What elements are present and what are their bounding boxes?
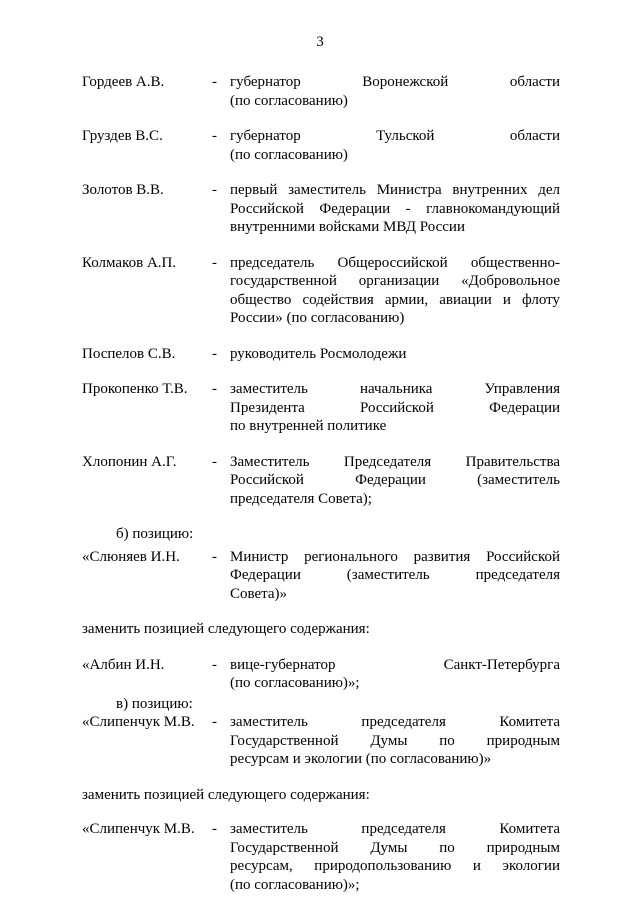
- subsection-heading-b: б) позицию:: [116, 526, 194, 542]
- position-description: [230, 380, 560, 436]
- description-line: заместитель председателя Комитета: [230, 714, 560, 730]
- subsection-heading-c: в) позицию:: [116, 695, 193, 712]
- position-description: [230, 820, 560, 894]
- description-line: заместитель председателя Комитета: [230, 821, 560, 837]
- description-line: ресурсам и экологии (по согласованию)»: [230, 751, 492, 767]
- dash-separator: -: [212, 74, 217, 90]
- description-line: ресурсам, природопользованию и экологии: [230, 858, 560, 874]
- description-line: председатель Общероссийской общественно-: [230, 254, 560, 271]
- list-item: [82, 345, 560, 364]
- list-item: [82, 713, 560, 769]
- description-line: Федерации (заместитель председателя: [230, 567, 560, 583]
- description-line: (по согласованию): [230, 146, 348, 163]
- description-line: России» (по согласованию): [230, 310, 405, 326]
- document-body: [82, 73, 560, 911]
- person-name: «Слюняев И.Н.: [82, 548, 180, 565]
- person-name: «Слипенчук М.В.: [82, 821, 195, 837]
- person-name: Хлопонин А.Г.: [82, 453, 177, 470]
- description-line: (по согласованию): [230, 92, 348, 109]
- dash-separator: -: [212, 182, 217, 198]
- person-name: Золотов В.В.: [82, 182, 164, 198]
- person-name: Поспелов С.В.: [82, 345, 176, 362]
- description-line: губернатор Воронежской области: [230, 74, 560, 90]
- dash-separator: -: [212, 714, 217, 730]
- description-line: Заместитель Председателя Правительства: [230, 453, 560, 470]
- list-item: [82, 181, 560, 237]
- position-description: [230, 656, 560, 693]
- list-item: [82, 548, 560, 604]
- dash-separator: -: [212, 381, 217, 397]
- description-line: государственной организации «Добровольное: [230, 273, 560, 289]
- description-line: губернатор Тульской области: [230, 128, 560, 144]
- list-item: [82, 127, 560, 164]
- description-line: Российской Федерации - главнокомандующий: [230, 200, 560, 217]
- replacement-instruction: заменить позицией следующего содержания:: [82, 621, 370, 637]
- list-item: [82, 453, 560, 509]
- position-description: [230, 73, 560, 110]
- description-line: Президента Российской Федерации: [230, 399, 560, 416]
- dash-separator: -: [212, 345, 217, 362]
- description-line: Совета)»: [230, 585, 288, 602]
- position-description: [230, 713, 560, 769]
- list-item: [82, 380, 560, 436]
- page-number: 3: [316, 34, 324, 50]
- description-line: общество содействия армии, авиации и флоту: [230, 291, 560, 308]
- description-line: заместитель начальника Управления: [230, 381, 560, 397]
- dash-separator: -: [212, 656, 217, 673]
- description-line: по внутренней политике: [230, 418, 387, 434]
- person-name: «Албин И.Н.: [82, 656, 165, 673]
- position-description: [230, 254, 560, 328]
- dash-separator: -: [212, 128, 217, 144]
- person-name: «Слипенчук М.В.: [82, 714, 195, 730]
- replacement-instruction: заменить позицией следующего содержания:: [82, 786, 370, 803]
- dash-separator: -: [212, 453, 217, 470]
- dash-separator: -: [212, 821, 217, 837]
- dash-separator: -: [212, 548, 217, 565]
- description-line: Государственной Думы по природным: [230, 839, 560, 856]
- description-line: первый заместитель Министра внутренних дел: [230, 182, 560, 198]
- person-name: Груздев В.С.: [82, 128, 163, 144]
- position-description: [230, 127, 560, 164]
- list-item: [82, 254, 560, 328]
- description-line: (по согласованию)»;: [230, 876, 360, 893]
- position-description: [230, 181, 560, 237]
- position-description: [230, 453, 560, 509]
- position-description: [230, 548, 560, 604]
- description-line: (по согласованию)»;: [230, 675, 360, 691]
- position-description: [230, 345, 560, 364]
- dash-separator: -: [212, 254, 217, 271]
- person-name: Колмаков А.П.: [82, 254, 177, 271]
- description-line: Министр регионального развития Российской: [230, 548, 560, 565]
- list-item: [82, 656, 560, 693]
- description-line: вице-губернатор Санкт-Петербурга: [230, 656, 560, 673]
- list-item: [82, 73, 560, 110]
- description-line: Российской Федерации (заместитель: [230, 472, 560, 488]
- description-line: внутренними войсками МВД России: [230, 219, 465, 235]
- person-name: Гордеев А.В.: [82, 74, 165, 90]
- list-item: [82, 820, 560, 894]
- person-name: Прокопенко Т.В.: [82, 381, 188, 397]
- description-line: Государственной Думы по природным: [230, 732, 560, 749]
- description-line: руководитель Росмолодежи: [230, 345, 407, 362]
- description-line: председателя Совета);: [230, 490, 372, 507]
